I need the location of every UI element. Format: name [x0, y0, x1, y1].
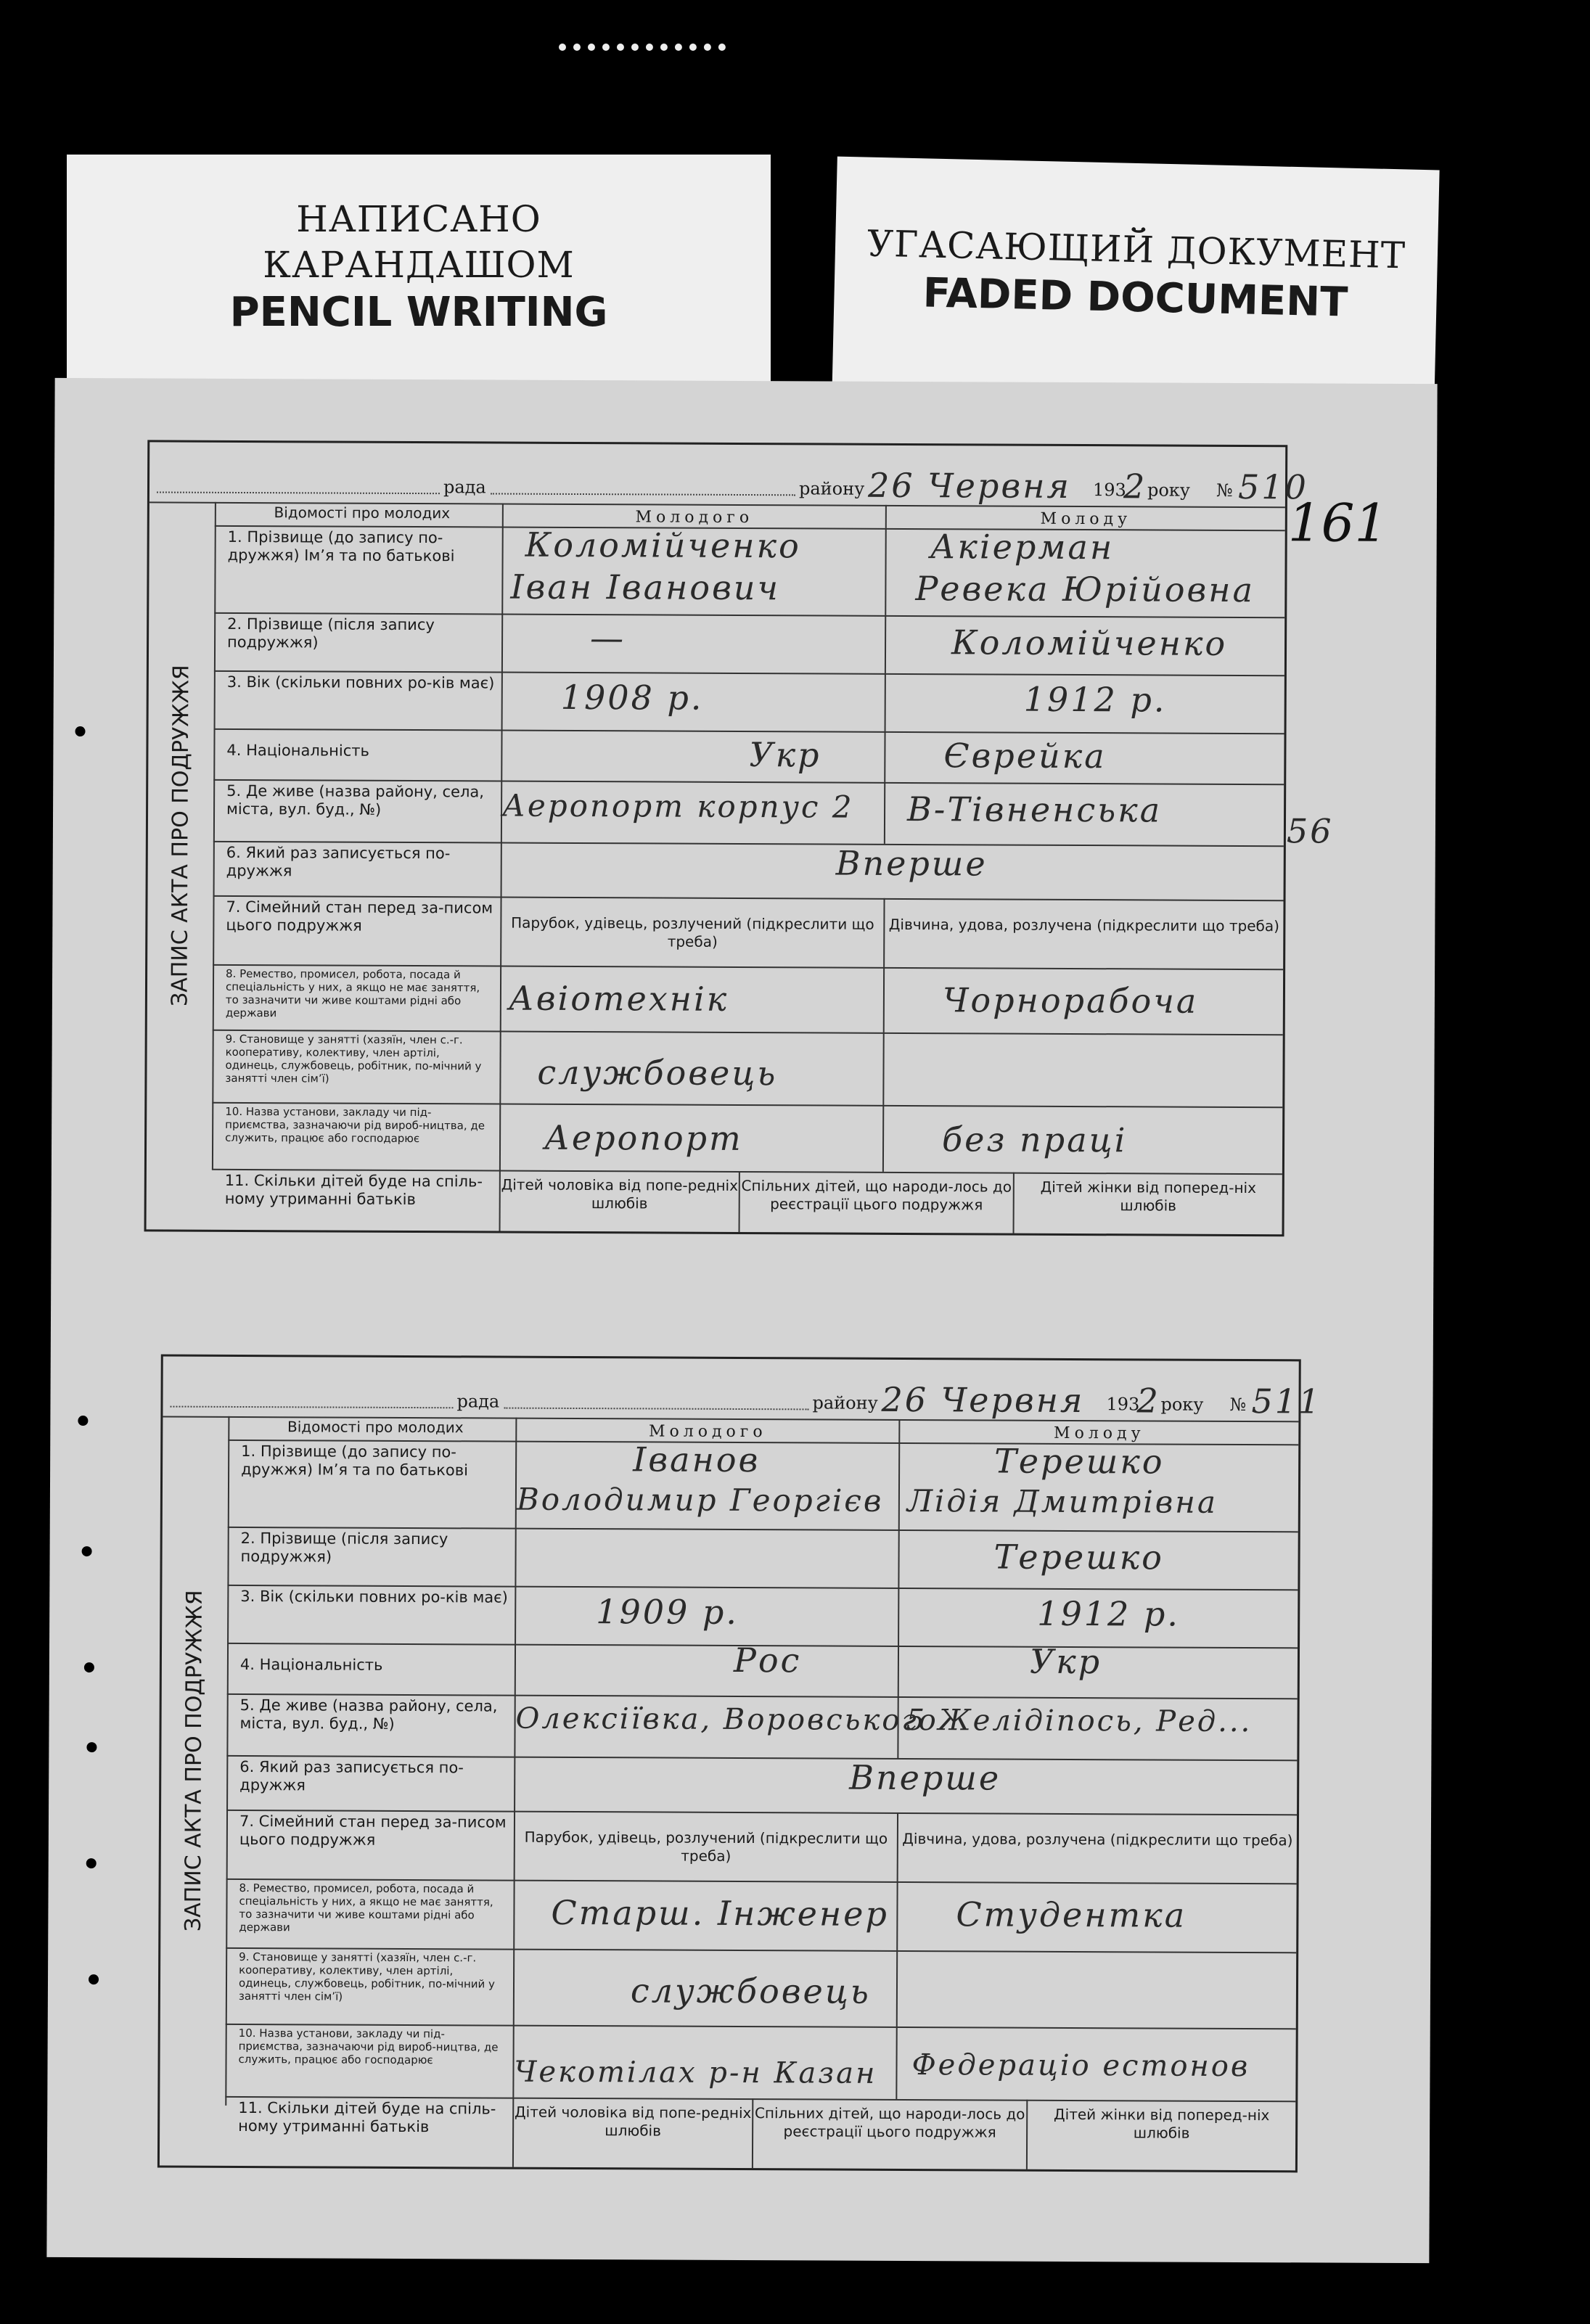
col-header-info: Відомості про молодих — [228, 1416, 517, 1441]
row-address — [226, 1693, 1297, 1761]
groom-workplace: Аеропорт — [544, 1117, 743, 1159]
row-surname-after — [214, 612, 1284, 676]
groom-nat-cell — [502, 730, 885, 782]
bride-address-cell — [885, 782, 1284, 845]
bride-name: Ревека Юрійовна — [915, 569, 1255, 610]
row-label: 2. Прізвище (після запису подружжя) — [214, 612, 503, 672]
bride-after-cell — [886, 615, 1284, 675]
raionu-label: району — [798, 478, 865, 499]
bride-nationality: Єврейка — [943, 736, 1107, 776]
times-married: Вперше — [849, 1757, 1001, 1798]
binding-hole — [89, 1974, 99, 1984]
groom-surname: Коломійченко — [525, 525, 801, 566]
row-label: 9. Становище у занятті (хазяїн, член с.-г. кооперативу, колективу, член артілі, одинець, службовець, робітник, по-мічний у занятті член сім’ї) — [226, 1947, 515, 2025]
bride-surname-cell — [886, 528, 1285, 617]
groom-address: Аеропорт корпус 2 — [501, 787, 854, 825]
groom-workplace-cell — [514, 2025, 897, 2099]
row-surname — [228, 1440, 1299, 1532]
bride-nationality: Укр — [1029, 1641, 1102, 1682]
card-en-line: FADED DOCUMENT — [922, 268, 1349, 327]
row-label: 3. Вік (скільки повних ро-ків має) — [227, 1585, 516, 1644]
row-label: 5. Де живе (назва району, села, міста, вул. буд., №) — [213, 779, 502, 842]
row-label: 10. Назва установи, закладу чи під-приємства, зазначаючи рід вироб-ництва, де служить, працює або господарює — [212, 1102, 501, 1170]
bride-workplace-cell — [897, 2027, 1295, 2101]
row-nationality — [213, 728, 1284, 785]
times-cell — [515, 1757, 1001, 1812]
record-number: 510 — [1237, 467, 1308, 507]
row-address — [213, 779, 1284, 847]
row-marital — [213, 895, 1283, 970]
bride-surname-cell — [900, 1442, 1299, 1531]
row-label: 1. Прізвище (до запису по-дружжя) Ім’я та по батькові — [214, 525, 504, 614]
row-label: 1. Прізвище (до запису по-дружжя) Ім’я та по батькові — [228, 1440, 517, 1528]
col-header-bride: Молоду — [1054, 1424, 1145, 1443]
record-form-2 — [157, 1355, 1322, 2173]
bride-workplace: без праці — [941, 1120, 1128, 1160]
row-label: 8. Ремество, промисел, робота, посада й спеціальність у них, а якщо не має заняття, то зазначити чи живе коштами рідні або держави — [213, 964, 501, 1031]
row-label: 2. Прізвище (після запису подружжя) — [227, 1527, 516, 1586]
groom-address-cell — [502, 781, 885, 844]
row-marital — [226, 1810, 1297, 1884]
groom-surname-cell — [517, 1441, 901, 1530]
row-label: 6. Який раз записується по-дружжя — [213, 841, 502, 897]
groom-occupation-cell — [501, 966, 885, 1032]
row-label: 3. Вік (скільки повних ро-ків має) — [214, 670, 503, 730]
groom-marital-options: Парубок, удівець, розлучений (підкреслити що треба) — [515, 1811, 898, 1881]
side-label-box — [147, 501, 216, 1169]
card-ru-line: УГАСАЮЩИЙ ДОКУМЕНТ — [866, 222, 1406, 277]
row-children — [225, 2096, 1295, 2170]
bride-occupation: Чорнорабоча — [942, 980, 1199, 1021]
year-prefix: 193 — [1106, 1394, 1140, 1415]
groom-status-cell — [515, 1949, 898, 2027]
groom-age-cell — [516, 1586, 899, 1646]
groom-name: Іван Іванович — [510, 567, 781, 608]
row-children — [212, 1169, 1282, 1234]
bride-age: 1912 р. — [1037, 1593, 1181, 1634]
groom-nationality: Рос — [733, 1640, 802, 1680]
record-year: 2 — [1136, 1381, 1160, 1421]
row-label: 11. Скільки дітей буде на спіль-ному утриманні батьків — [225, 2096, 514, 2167]
groom-name: Володимир Георгієв — [516, 1481, 884, 1519]
rada-label: рада — [443, 477, 486, 498]
row-age — [214, 670, 1284, 734]
faded-document-card — [832, 157, 1439, 410]
bride-marital-options: Дівчина, удова, розлучена (підкреслити що треба) — [888, 915, 1279, 935]
row-label: 7. Сімейний стан перед за-писом цього подружжя — [226, 1810, 515, 1880]
bride-workplace-cell — [884, 1105, 1282, 1173]
record-header — [163, 1357, 1322, 1423]
record-year: 2 — [1123, 467, 1147, 506]
col-header-bride: Молоду — [1040, 509, 1132, 529]
kids-common-label: Спільних дітей, що народи-лось до реєстрації цього подружжя — [740, 1171, 1015, 1233]
side-label: ЗАПИС АКТА ПРО ПОДРУЖЖЯ — [167, 665, 194, 1007]
groom-surname: Іванов — [633, 1440, 761, 1480]
bride-nat-cell — [899, 1641, 1298, 1698]
rada-label: рада — [456, 1391, 500, 1412]
num-label: № — [1229, 1394, 1247, 1416]
binding-hole — [78, 1416, 88, 1426]
row-label: 4. Національність — [227, 1643, 516, 1695]
row-label: 8. Ремество, промисел, робота, посада й спеціальність у них, а якщо не має заняття, то зазначити чи живе коштами рідні або держави — [226, 1879, 515, 1949]
binding-hole — [84, 1662, 94, 1672]
bride-nat-cell — [885, 731, 1284, 784]
row-status — [212, 1030, 1282, 1108]
bride-age-cell — [886, 673, 1284, 733]
record-form-1 — [144, 440, 1308, 1236]
sheet-number: 161 — [1287, 492, 1388, 554]
groom-marital-options: Парубок, удівець, розлучений (підкреслити що треба) — [501, 897, 885, 967]
bride-address-cell — [898, 1696, 1297, 1760]
row-label: 5. Де живе (назва району, села, міста, вул. буд., №) — [226, 1693, 515, 1757]
row-label: 10. Назва установи, закладу чи під-приємства, зазначаючи рід вироб-ництва, де служить, працює або господарює — [225, 2024, 514, 2098]
side-label: ЗАПИС АКТА ПРО ПОДРУЖЖЯ — [180, 1590, 208, 1932]
bride-age-cell — [899, 1588, 1298, 1647]
card-en-line: PENCIL WRITING — [229, 289, 608, 336]
groom-surname-cell — [503, 527, 887, 615]
col-header-groom: Молодого — [504, 504, 887, 528]
bride-marital-options: Дівчина, удова, розлучена (підкреслити що треба) — [902, 1829, 1293, 1849]
row-label: 9. Становище у занятті (хазяїн, член с.-г. кооперативу, колективу, член артілі, одинець, службовець, робітник, по-мічний у занятті член сім’ї) — [212, 1030, 501, 1104]
row-occupation — [213, 964, 1283, 1035]
roku-label: року — [1147, 480, 1190, 501]
bride-age: 1912 р. — [1023, 679, 1167, 720]
bride-address: В-Тівненська — [906, 789, 1163, 830]
bride-surname-after: Коломійченко — [951, 623, 1228, 663]
col-header-info: Відомості про молодих — [215, 502, 504, 527]
kids-common-label: Спільних дітей, що народи-лось до реєстрації цього подружжя — [753, 2098, 1028, 2169]
row-times — [213, 841, 1284, 901]
card-ru-line2: КАРАНДАШОМ — [263, 243, 575, 286]
groom-nat-cell — [516, 1640, 899, 1696]
num-label: № — [1216, 480, 1233, 501]
row-surname — [214, 525, 1285, 618]
year-prefix: 193 — [1092, 480, 1126, 501]
roku-label: року — [1160, 1394, 1204, 1415]
kids-husband-label: Дітей чоловіка від попе-редніх шлюбів — [501, 1170, 740, 1232]
groom-nationality: Укр — [749, 735, 821, 775]
bride-name: Лідія Дмитрівна — [906, 1482, 1218, 1520]
row-workplace — [212, 1102, 1282, 1175]
record-date: 26 Червня — [881, 1379, 1085, 1421]
groom-status: службовець — [537, 1052, 778, 1093]
row-label: 11. Скільки дітей буде на спіль-ному утриманні батьків — [212, 1169, 501, 1231]
record-grid — [212, 502, 1285, 1234]
register-sheet — [46, 378, 1437, 2263]
card-ru-line1: НАПИСАНО — [296, 198, 541, 240]
groom-age: 1908 р. — [560, 677, 704, 718]
groom-age: 1909 р. — [596, 1592, 739, 1632]
bride-surname: Акіерман — [930, 527, 1115, 567]
times-cell — [502, 842, 988, 898]
row-label: 6. Який раз записується по-дружжя — [226, 1755, 515, 1811]
bride-after-cell — [899, 1530, 1298, 1589]
bride-occupation: Студентка — [956, 1894, 1187, 1935]
row-nationality — [227, 1640, 1298, 1699]
record-grid — [225, 1416, 1298, 2170]
bride-occupation-cell — [885, 967, 1283, 1034]
binding-hole — [82, 1546, 92, 1556]
groom-workplace-cell — [501, 1104, 884, 1172]
groom-address-cell — [515, 1695, 938, 1758]
raionu-label: району — [812, 1392, 878, 1413]
bride-status-cell — [884, 1032, 1282, 1106]
groom-status: службовець — [630, 1971, 872, 2011]
times-married: Вперше — [835, 843, 988, 884]
kids-wife-label: Дітей жінки від поперед-ніх шлюбів — [1054, 2105, 1270, 2142]
binding-hole — [86, 1858, 97, 1868]
margin-note: 56 — [1286, 811, 1334, 851]
kids-wife-label: Дітей жінки від поперед-ніх шлюбів — [1040, 1178, 1257, 1215]
kids-husband-label: Дітей чоловіка від попе-редніх шлюбів — [514, 2098, 753, 2168]
groom-address: Олексіївка, Воровського — [515, 1701, 938, 1738]
row-label: 4. Національність — [213, 728, 502, 781]
col-header-groom: Молодого — [517, 1418, 900, 1442]
bride-occupation-cell — [898, 1881, 1296, 1952]
groom-age-cell — [503, 672, 886, 731]
groom-after-cell — [503, 614, 886, 673]
binding-hole — [86, 1742, 97, 1752]
groom-after-cell — [516, 1528, 899, 1588]
bride-status-cell — [898, 1950, 1296, 2028]
groom-occupation: Старш. Інженер — [551, 1892, 890, 1934]
row-times — [226, 1755, 1297, 1815]
row-occupation — [226, 1879, 1296, 1953]
row-status — [226, 1947, 1296, 2029]
row-workplace — [225, 2024, 1295, 2102]
record-number: 511 — [1251, 1381, 1322, 1421]
groom-surname-after: — — [589, 618, 626, 658]
row-age — [227, 1585, 1298, 1648]
binding-hole — [75, 726, 86, 736]
groom-status-cell — [501, 1031, 884, 1105]
row-label: 7. Сімейний стан перед за-писом цього подружжя — [213, 895, 501, 966]
groom-occupation-cell — [515, 1880, 898, 1950]
record-date: 26 Червня — [867, 465, 1072, 506]
bride-surname: Терешко — [994, 1441, 1165, 1482]
row-surname-after — [227, 1527, 1298, 1590]
groom-occupation: Авіотехнік — [508, 978, 729, 1019]
bride-workplace: Федераціо естонов — [911, 2048, 1250, 2084]
bride-address: 5 Желідіпось, Ред... — [906, 1703, 1253, 1739]
bride-surname-after: Терешко — [993, 1537, 1165, 1577]
pencil-writing-card — [67, 155, 771, 394]
record-header — [149, 442, 1308, 508]
groom-workplace: Чекотілах р-н Казан — [514, 2055, 877, 2090]
top-edge-marks — [559, 22, 726, 51]
side-label-box — [160, 1416, 229, 2106]
